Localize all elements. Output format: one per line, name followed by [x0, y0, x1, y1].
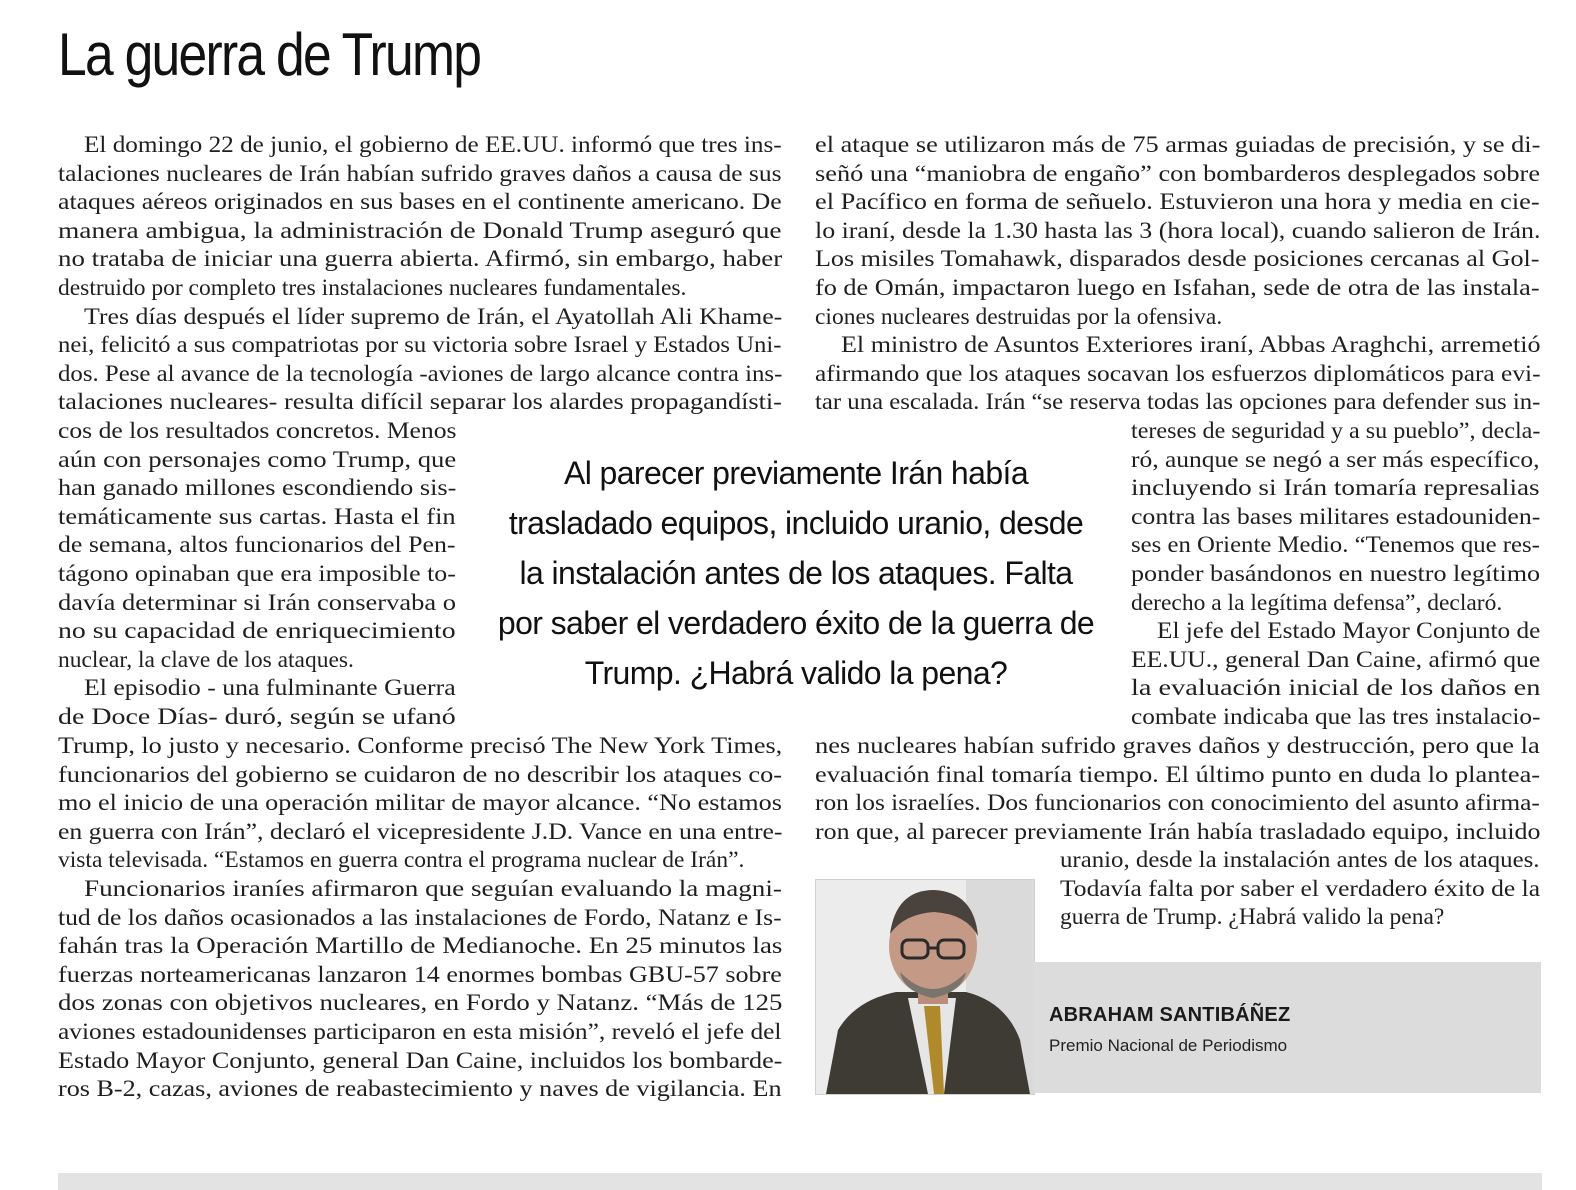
- body-line: ró, aunque se negó a ser más específico,: [1131, 446, 1540, 473]
- body-line: ciones nucleares destruidas por la ofensiva.: [815, 303, 1223, 330]
- body-line: nes nucleares habían sufrido graves daños y destrucción, pero que la: [815, 733, 1540, 759]
- byline-box: [1033, 962, 1541, 1093]
- body-line: talaciones nucleares- resulta difícil separar los alardes propagandísti-: [58, 389, 782, 416]
- body-line: no su capacidad de enriquecimiento: [58, 618, 456, 645]
- body-line: dos zonas con objetivos nucleares, en Fordo y Natanz. “Más de 125: [58, 990, 783, 1017]
- body-line: ses en Oriente Medio. “Tenemos que res-: [1131, 532, 1540, 559]
- body-line: derecho a la legítima defensa”, declaró.: [1131, 589, 1503, 616]
- body-line: tágono opinaban que era imposible to-: [58, 561, 456, 587]
- author-photo: [815, 879, 1035, 1095]
- body-line: no trataba de iniciar una guerra abierta. Afirmó, sin embargo, haber: [58, 246, 783, 273]
- body-line: tar una escalada. Irán “se reserva todas las opciones para defender sus in-: [815, 389, 1541, 416]
- author-portrait-icon: [816, 880, 1034, 1094]
- body-line: tud de los daños ocasionados a las instalaciones de Fordo, Natanz e Is-: [58, 904, 782, 931]
- body-line: evaluación final tomaría tiempo. El último punto en duda lo plantea-: [815, 761, 1541, 788]
- body-line: nei, felicitó a sus compatriotas por su victoria sobre Israel y Estados Uni-: [58, 332, 782, 359]
- body-line: el Pacífico en forma de señuelo. Estuvieron una hora y media en cie-: [815, 189, 1540, 216]
- body-line: el ataque se utilizaron más de 75 armas guiadas de precisión, y se di-: [815, 132, 1541, 158]
- body-line: afirmando que los ataques socavan los esfuerzos diplomáticos para evi-: [815, 360, 1541, 387]
- pull-quote: Al parecer previamente Irán había trasladado equipos, incluido uranio, desde la instalación antes de los ataques. Falta por saber el verdadero éxito de la guerra de Trump. ¿Habrá valido la pena?: [497, 455, 1095, 691]
- body-line: fahán tras la Operación Martillo de Medianoche. En 25 minutos las: [58, 933, 783, 960]
- body-line: Todavía falta por saber el verdadero éxito de la: [1060, 875, 1541, 902]
- body-line: El ministro de Asuntos Exteriores iraní, Abbas Araghchi, arremetió: [841, 332, 1541, 359]
- body-line: temáticamente sus cartas. Hasta el fin: [58, 503, 456, 530]
- body-line: nuclear, la clave de los ataques.: [58, 646, 354, 673]
- body-line: ros B-2, cazas, aviones de reabastecimiento y naves de vigilancia. En: [58, 1076, 782, 1103]
- body-line: Trump, lo justo y necesario. Conforme precisó The New York Times,: [58, 733, 783, 759]
- body-line: fo de Omán, impactaron luego en Isfahan, sede de otra de las instala-: [815, 275, 1540, 301]
- body-line: mo el inicio de una operación militar de mayor alcance. “No estamos: [58, 790, 782, 817]
- body-line: El domingo 22 de junio, el gobierno de EE.UU. informó que tres ins-: [84, 132, 782, 158]
- body-line: funcionarios del gobierno se cuidaron de no describir los ataques co-: [58, 761, 783, 788]
- body-line: combate indicaba que las tres instalacio-: [1131, 704, 1541, 730]
- body-line: señó una “maniobra de engaño” con bombarderos desplegados sobre: [815, 160, 1541, 187]
- body-line: dos. Pese al avance de la tecnología -aviones de largo alcance contra ins-: [58, 360, 783, 387]
- author-title: Premio Nacional de Periodismo: [1049, 1036, 1288, 1055]
- body-line: lo iraní, desde la 1.30 hasta las 3 (hora local), cuando salieron de Irán.: [815, 217, 1541, 244]
- body-line: cos de los resultados concretos. Menos: [58, 418, 457, 444]
- body-line: han ganado millones escondiendo sis-: [58, 475, 457, 502]
- body-line: vista televisada. “Estamos en guerra contra el programa nuclear de Irán”.: [58, 847, 745, 874]
- footer-divider: [58, 1173, 1542, 1190]
- body-line: Los misiles Tomahawk, disparados desde posiciones cercanas al Gol-: [815, 246, 1540, 273]
- body-line: en guerra con Irán”, declaró el vicepresidente J.D. Vance en una entre-: [58, 818, 783, 845]
- body-line: El episodio - una fulminante Guerra: [84, 675, 456, 702]
- body-line: davía determinar si Irán conservaba o: [58, 589, 456, 616]
- body-line: de semana, altos funcionarios del Pen-: [58, 532, 456, 559]
- body-line: Estado Mayor Conjunto, general Dan Caine, incluidos los bombarde-: [58, 1047, 783, 1074]
- body-line: aún con personajes como Trump, que: [58, 446, 457, 473]
- body-line: aviones estadounidenses participaron en esta misión”, reveló el jefe del: [58, 1019, 782, 1045]
- body-line: tereses de seguridad y a su pueblo”, decla-: [1131, 418, 1541, 444]
- body-line: guerra de Trump. ¿Habrá valido la pena?: [1060, 904, 1445, 931]
- body-line: contra las bases militares estadouniden-: [1131, 503, 1541, 530]
- body-line: Tres días después el líder supremo de Irán, el Ayatollah Ali Khame-: [84, 303, 783, 330]
- body-line: Funcionarios iraníes afirmaron que seguían evaluando la magni-: [84, 876, 782, 902]
- body-line: incluyendo si Irán tomaría represalias: [1131, 475, 1540, 502]
- body-line: fuerzas norteamericanas lanzaron 14 enormes bombas GBU-57 sobre: [58, 961, 782, 988]
- body-line: ataques aéreos originados en sus bases en el continente americano. De: [58, 189, 782, 216]
- body-line: ron que, al parecer previamente Irán había trasladado equipo, incluido: [815, 818, 1541, 845]
- body-line: uranio, desde la instalación antes de los ataques.: [1060, 847, 1540, 873]
- body-line: destruido por completo tres instalaciones nucleares fundamentales.: [58, 275, 687, 301]
- body-line: talaciones nucleares de Irán habían sufrido graves daños a causa de sus: [58, 160, 782, 187]
- author-name: ABRAHAM SANTIBÁÑEZ: [1049, 1004, 1291, 1026]
- headline: La guerra de Trump: [58, 21, 481, 88]
- body-line: EE.UU., general Dan Caine, afirmó que: [1131, 646, 1541, 673]
- body-line: ron los israelíes. Dos funcionarios con conocimiento del asunto afirma-: [815, 790, 1540, 817]
- body-line: de Doce Días- duró, según se ufanó: [58, 704, 456, 730]
- body-line: ponder basándonos en nuestro legítimo: [1131, 561, 1541, 587]
- body-line: manera ambigua, la administración de Donald Trump aseguró que: [58, 217, 782, 244]
- body-line: El jefe del Estado Mayor Conjunto de: [1157, 618, 1541, 645]
- body-line: la evaluación inicial de los daños en: [1131, 675, 1541, 702]
